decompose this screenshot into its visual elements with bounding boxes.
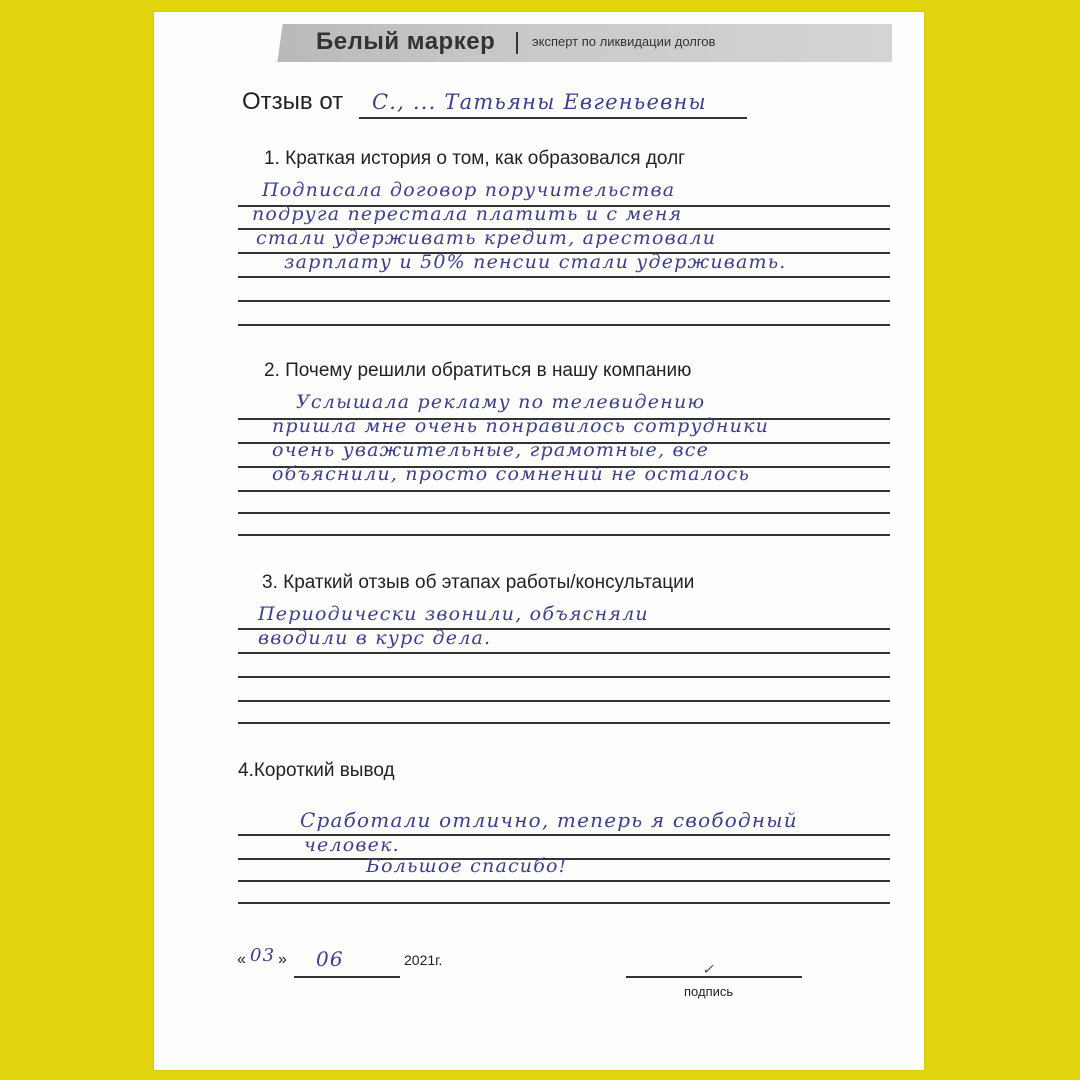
answer-line [238,534,890,536]
answer-line [238,676,890,678]
author-underline [359,117,747,119]
brand-tagline: эксперт по ликвидации долгов [532,34,716,49]
answer-line [238,700,890,702]
answer-1-line-3: стали удерживать кредит, арестовали [256,227,717,249]
answer-line [238,512,890,514]
answer-4-line-3: Большое спасибо! [366,855,568,877]
answer-line [238,300,890,302]
answer-line [238,722,890,724]
brand-name: Белый маркер [316,28,496,55]
brand-separator [516,32,518,54]
answer-line [238,276,890,278]
answer-4-line-2: человек. [304,834,400,856]
answer-1-line-4: зарплату и 50% пенсии стали удерживать. [284,251,787,273]
question-2-title: 2. Почему решили обратиться в нашу компанию [264,360,692,381]
signature-mark: ✓ [702,962,715,978]
author-name-handwritten: С., ... Татьяны Евгеньевны [372,90,707,114]
answer-1-line-1: Подписала договор поручительства [262,179,676,201]
month-underline [294,976,400,978]
answer-2-line-4: объяснили, просто сомнений не осталось [272,463,751,485]
answer-2-line-2: пришла мне очень понравилось сотрудники [272,415,770,437]
date-day-handwritten: 03 [250,945,276,966]
answer-line [238,880,890,882]
answer-2-line-3: очень уважительные, грамотные, все [272,439,710,461]
answer-3-line-1: Периодически звонили, объясняли [258,603,649,625]
answer-4-line-1: Сработали отлично, теперь я свободный [300,808,798,832]
review-from-label: Отзыв от [242,88,344,115]
answer-1-line-2: подруга перестала платить и с меня [252,203,683,225]
date-close-quote: » [278,951,287,968]
review-sheet [154,12,924,1070]
answer-line [238,902,890,904]
answer-line [238,324,890,326]
answer-line [238,490,890,492]
signature-caption: подпись [684,984,734,999]
question-1-title: 1. Краткая история о том, как образовался долг [264,148,686,169]
question-4-title: 4.Короткий вывод [238,760,395,781]
answer-3-line-2: вводили в курс дела. [258,627,492,649]
date-year: 2021г. [404,952,443,968]
answer-2-line-1: Услышала рекламу по телевидению [296,391,706,413]
answer-line [238,652,890,654]
date-month-handwritten: 06 [316,947,344,971]
date-open-quote: « [237,951,246,968]
question-3-title: 3. Краткий отзыв об этапах работы/консультации [262,572,695,593]
